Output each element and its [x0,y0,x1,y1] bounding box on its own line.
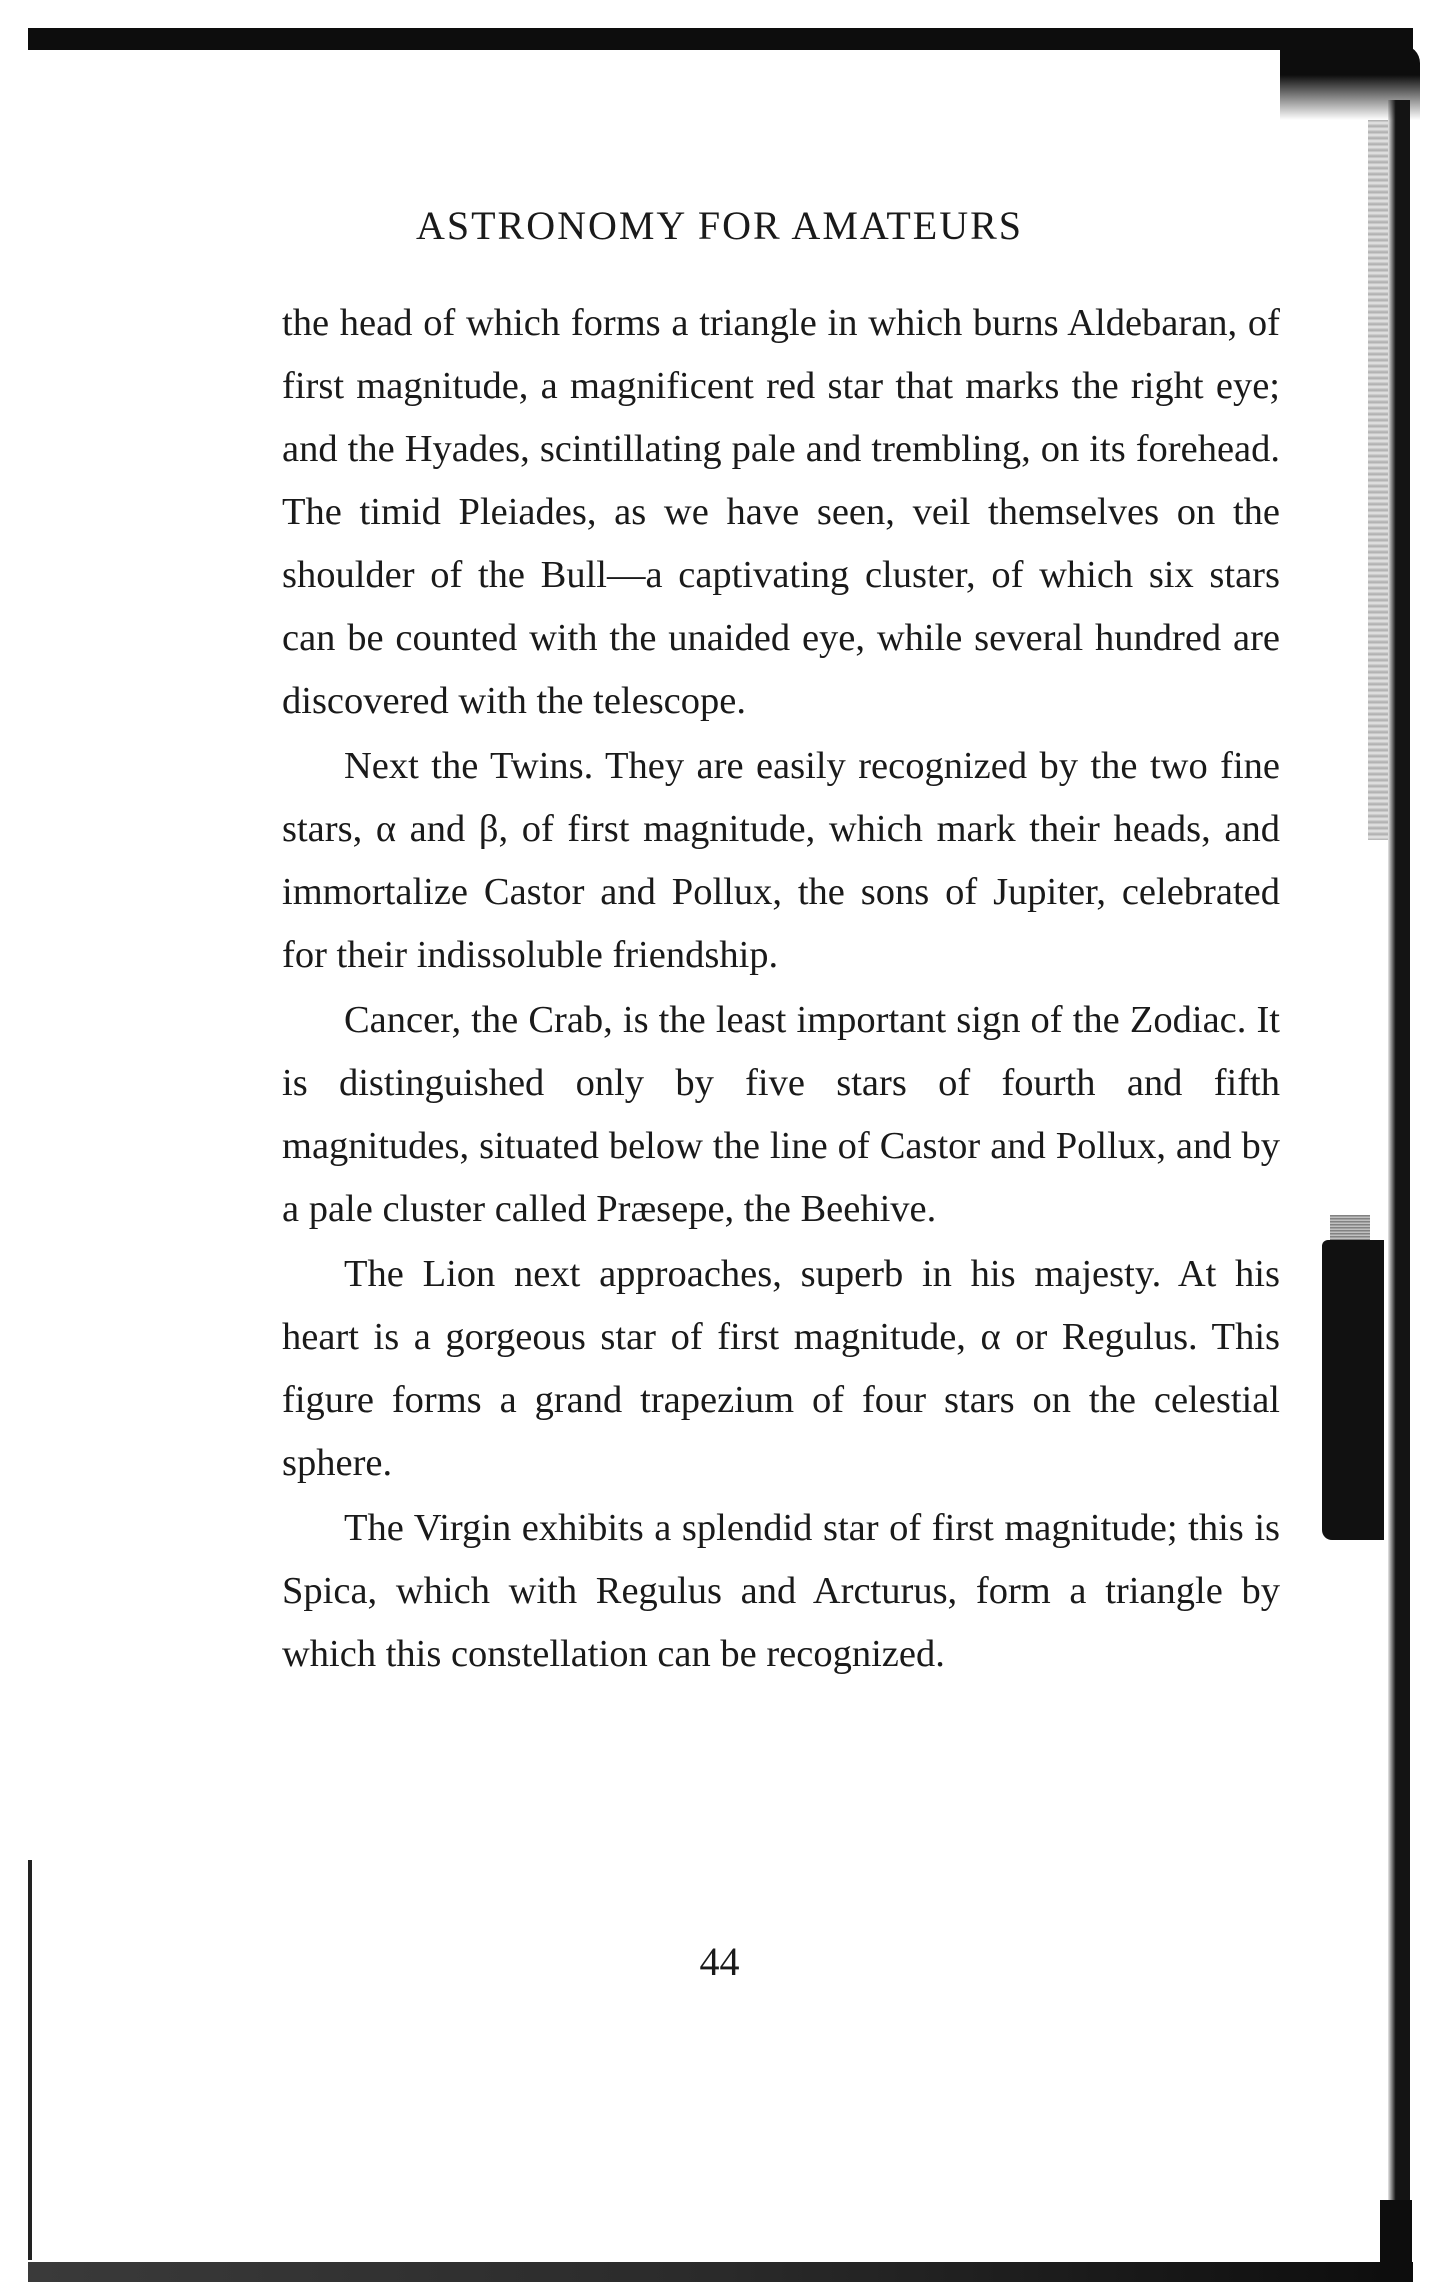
scan-dark-blot [1322,1240,1384,1540]
paragraph-lion: The Lion next approaches, superb in his majesty. At his heart is a gorgeous star of first magnitude, α or Regulus. This figure forms a grand trapezium of four stars on the celestial sphere. [282,1253,1280,1484]
scan-border-left [28,1860,32,2260]
paragraph-cancer: Cancer, the Crab, is the least important sign of the Zodiac. It is distinguished only by five stars of fourth and fifth magnitudes, situated below the line of Castor and Pollux, and by a pale cluster called Præsepe, the Beehive. [282,999,1280,1230]
body-text [282,292,1280,1686]
scan-border-bottom [28,2262,1413,2282]
running-head: ASTRONOMY FOR AMATEURS [415,203,1024,248]
paragraph-continuation: the head of which forms a triangle in which burns Aldebaran, of first magnitude, a magnificent red star that marks the right eye; and the Hyades, scintillating pale and trembling, on its forehead. The timid Pleiades, as we have seen, veil themselves on the shoulder of the Bull—a captivating cluster, of which six stars can be counted with the unaided eye, while several hundred are discovered with the telescope. [282,302,1280,722]
paragraph-virgin: The Virgin exhibits a splendid star of first magnitude; this is Spica, which with Regulus and Arcturus, form a triangle by which this constellation can be recognized. [282,1507,1280,1675]
scan-border-top [28,28,1413,50]
scan-corner-bottom-right [1380,2200,1412,2280]
paragraph-twins: Next the Twins. They are easily recognized by the two fine stars, α and β, of first magnitude, which mark their heads, and immortalize Castor and Pollux, the sons of Jupiter, celebrated for their indissoluble friendship. [282,745,1280,976]
page-number: 44 [699,1939,740,1984]
scan-border-right [1388,100,1410,2250]
